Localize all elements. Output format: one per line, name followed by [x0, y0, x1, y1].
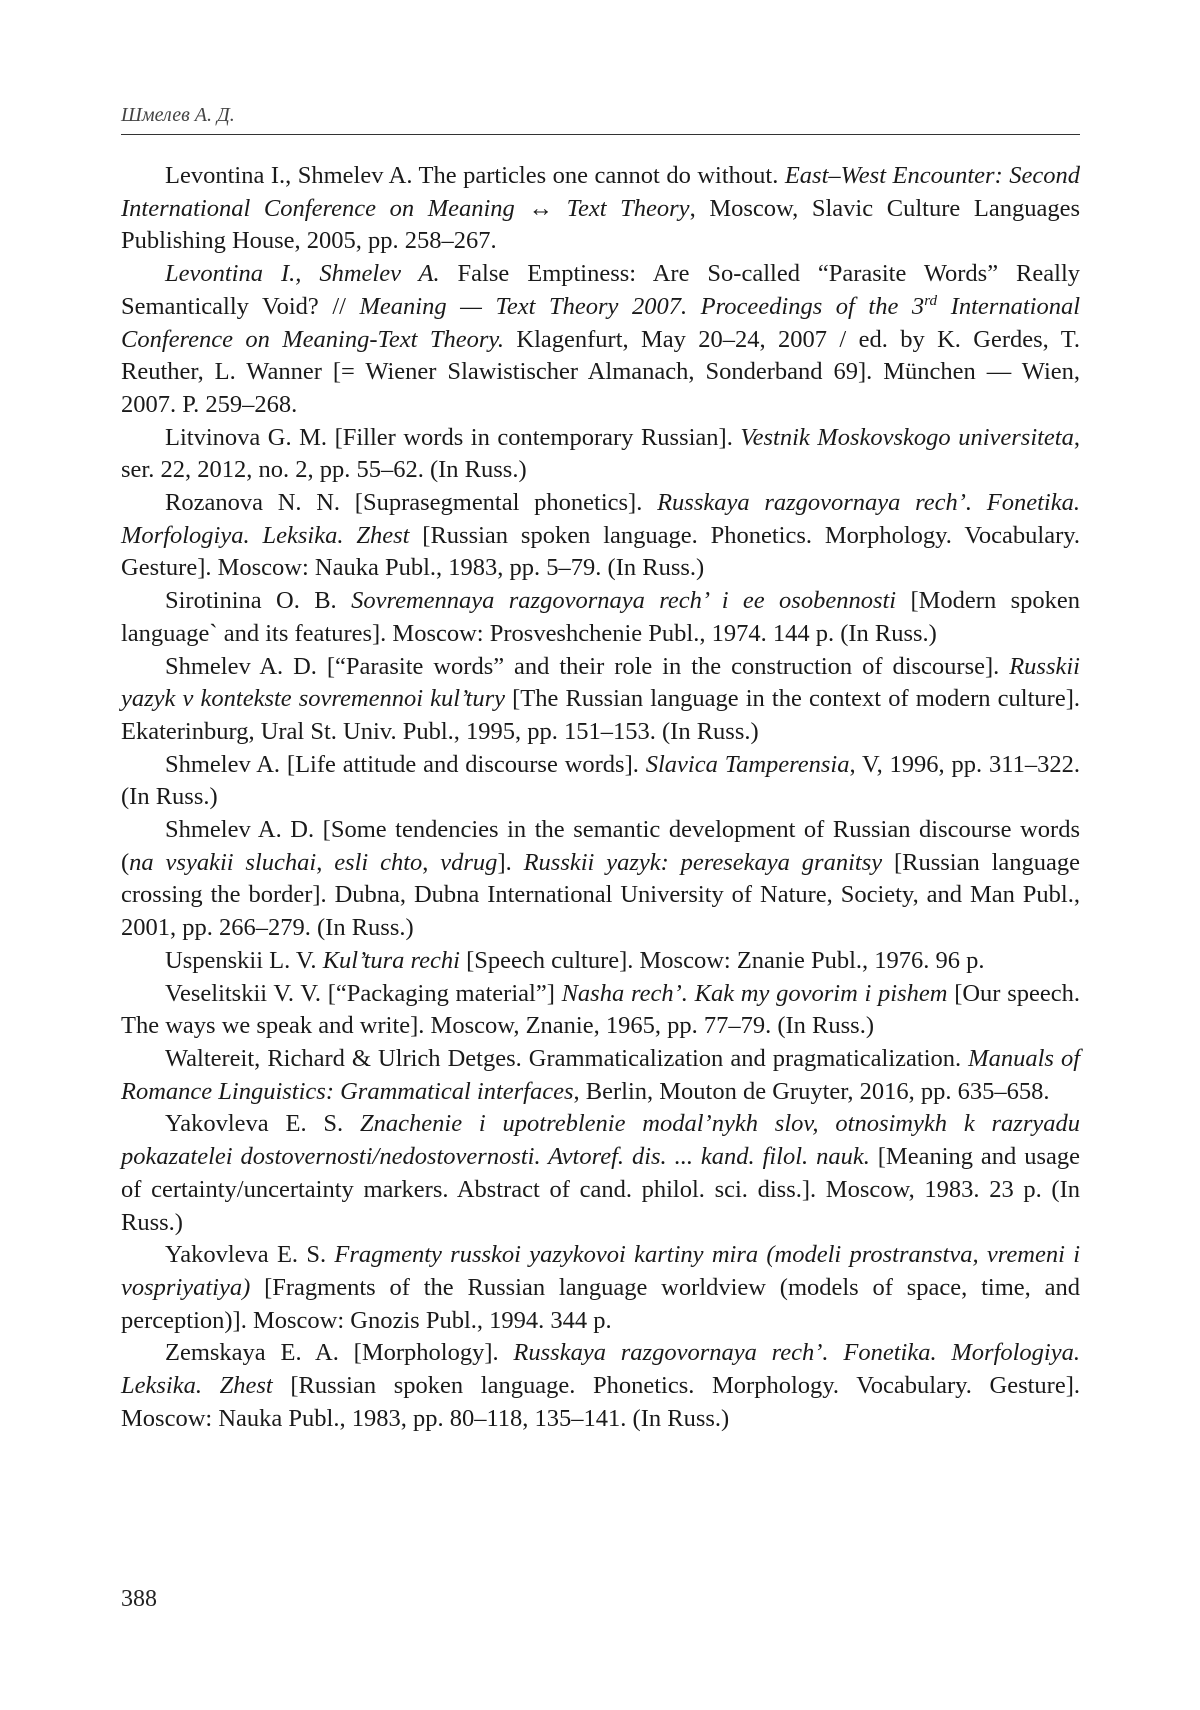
running-header — [121, 102, 1080, 135]
reference-text: [Russian spoken language. Phonetics. Morphology. Vocabulary. Gesture]. Moscow: Nauka Publ., 1983, pp. 5–79. (In Russ.) — [121, 521, 1081, 582]
reference-text: , V, 1996, pp. 311–322. (In Russ.) — [121, 750, 1080, 811]
reference-title-text: Slavica Tamperensia — [645, 750, 850, 778]
reference-entry — [121, 487, 1080, 585]
reference-title-text: Russkaya razgovornaya rech’. Fonetika. Morfologiya. Leksika. Zhest — [121, 489, 1080, 549]
header-author: Шмелев А. Д. — [121, 104, 235, 126]
reference-text: , Berlin, Mouton de Gruyter, 2016, pp. 635–658. — [573, 1077, 1050, 1105]
reference-text: , — [422, 848, 441, 876]
reference-text: [Modern spoken language` and its features]. Moscow: Prosveshchenie Publ., 1974. 144 p. (In Russ.) — [121, 587, 1080, 647]
reference-title-text: na vsyakii sluchai — [129, 848, 317, 876]
reference-entry — [121, 651, 1080, 749]
reference-title-text: Nasha rech’. Kak my govorim i pishem — [561, 979, 948, 1007]
reference-title-text: Vestnik Moskovskogo universiteta — [740, 423, 1074, 451]
reference-text: [Our speech. The ways we speak and write]. Moscow, Znanie, 1965, pp. 77–79. (In Russ.) — [121, 979, 1080, 1040]
reference-text: Veselitskii V. V. [“Packaging material”] — [165, 979, 562, 1007]
reference-text: , Moscow, Slavic Culture Languages Publishing House, 2005, pp. 258–267. — [121, 194, 1080, 255]
reference-text: [Russian spoken language. Phonetics. Morphology. Vocabulary. Gesture]. Moscow: Nauka Publ., 1983, pp. 80–118, 135–141. (In Russ.) — [121, 1372, 1080, 1432]
reference-entry — [121, 258, 1080, 422]
reference-text: False Emptiness: Are So-called “Parasite Words” Really Semantically Void? // — [121, 260, 1081, 320]
reference-entry — [121, 160, 1080, 258]
reference-title-text: East–West Encounter: Second International Conference on Meaning ↔ Text Theory — [121, 162, 1080, 222]
reference-title-text: Russkii yazyk: peresekaya granitsy — [523, 848, 883, 876]
reference-text: Waltereit, Richard & Ulrich Detges. Grammaticalization and pragmaticalization. — [165, 1044, 969, 1072]
reference-title-text: Levontina I., Shmelev A. — [165, 260, 440, 288]
reference-entry — [121, 1043, 1080, 1108]
reference-text: Shmelev A. [Life attitude and discourse words]. — [165, 750, 646, 778]
reference-title-text: International Conference on Meaning-Text Theory. — [121, 292, 1081, 353]
reference-text: Litvinova G. M. [Filler words in contemporary Russian]. — [165, 423, 741, 451]
page-number: 388 — [121, 1586, 157, 1612]
reference-title-text: Fragmenty russkoi yazykovoi kartiny mira (modeli prostranstva, vremeni i vospriyatiya) — [121, 1241, 1080, 1301]
reference-title-text: Manuals of Romance Linguistics: Grammatical interfaces — [121, 1044, 1080, 1105]
reference-text: [Russian language crossing the border]. Dubna, Dubna International University of Nature, Society, and Man Publ., 2001, pp. 266–279. (In Russ.) — [121, 848, 1081, 942]
reference-title-text: Russkii yazyk v kontekste sovremennoi kul’tury — [121, 652, 1080, 713]
reference-text: Sirotinina O. B. — [165, 587, 352, 615]
reference-text: Zemskaya E. A. [Morphology]. — [165, 1339, 514, 1367]
reference-entry — [121, 814, 1080, 945]
reference-text: [Fragments of the Russian language worldview (models of space, time, and perception)]. Moscow: Gnozis Publ., 1994. 344 p. — [121, 1273, 1080, 1334]
reference-title-text: Sovremennaya razgovornaya rech’ i ee osobennosti — [351, 587, 897, 615]
reference-text: Uspenskii L. V. — [165, 946, 323, 974]
reference-entry — [121, 585, 1080, 650]
reference-text: Rozanova N. N. [Suprasegmental phonetics]. — [165, 489, 658, 517]
reference-text: , — [316, 848, 335, 876]
reference-text: Yakovleva E. S. — [165, 1241, 335, 1269]
reference-title-text: Russkaya razgovornaya rech’. Fonetika. Morfologiya. Leksika. Zhest — [121, 1339, 1080, 1400]
reference-text: Yakovleva E. S. — [165, 1110, 361, 1138]
reference-text: Shmelev A. D. [Some tendencies in the semantic development of Russian discourse words ( — [121, 816, 1080, 876]
reference-text: Shmelev A. D. [“Parasite words” and their role in the construction of discourse]. — [165, 652, 1010, 680]
reference-title-text: Kul’tura rechi — [322, 946, 460, 974]
reference-entry — [121, 1239, 1080, 1337]
reference-title-text: esli chto — [334, 848, 423, 876]
references-list — [121, 160, 1080, 1435]
reference-entry — [121, 749, 1080, 814]
reference-entry — [121, 978, 1080, 1043]
reference-text: Levontina I., Shmelev A. The particles one cannot do without. — [165, 162, 785, 189]
reference-entry — [121, 945, 1080, 978]
reference-title-text: Znachenie i upotreblenie modal’nykh slov, otnosimykh k razryadu pokazatelei dostovernosti/nedostovernosti. Avtoref. dis. ... kand. filol. nauk. — [121, 1110, 1080, 1171]
reference-entry — [121, 1108, 1080, 1239]
reference-text: [Speech culture]. Moscow: Znanie Publ., 1976. 96 p. — [459, 946, 985, 974]
reference-text: ]. — [497, 848, 524, 876]
reference-text: [Meaning and usage of certainty/uncertainty markers. Abstract of cand. philol. sci. diss.]. Moscow, 1983. 23 p. (In Russ.) — [121, 1143, 1081, 1236]
reference-entry — [121, 422, 1080, 487]
reference-entry — [121, 1337, 1080, 1435]
reference-title-text: rd — [924, 291, 938, 309]
reference-title-text: Meaning — Text Theory 2007. Proceedings of the 3 — [359, 292, 925, 320]
reference-title-text: vdrug — [440, 848, 498, 876]
reference-text: Klagenfurt, May 20–24, 2007 / ed. by K. Gerdes, T. Reuther, L. Wanner [= Wiener Slawistischer Almanach, Sonderband 69]. München — Wien, 2007. P. 259–268. — [121, 325, 1080, 418]
reference-text: [The Russian language in the context of modern culture]. Ekaterinburg, Ural St. Univ. Publ., 1995, pp. 151–153. (In Russ.) — [121, 685, 1080, 745]
reference-text: , ser. 22, 2012, no. 2, pp. 55–62. (In Russ.) — [121, 423, 1080, 484]
